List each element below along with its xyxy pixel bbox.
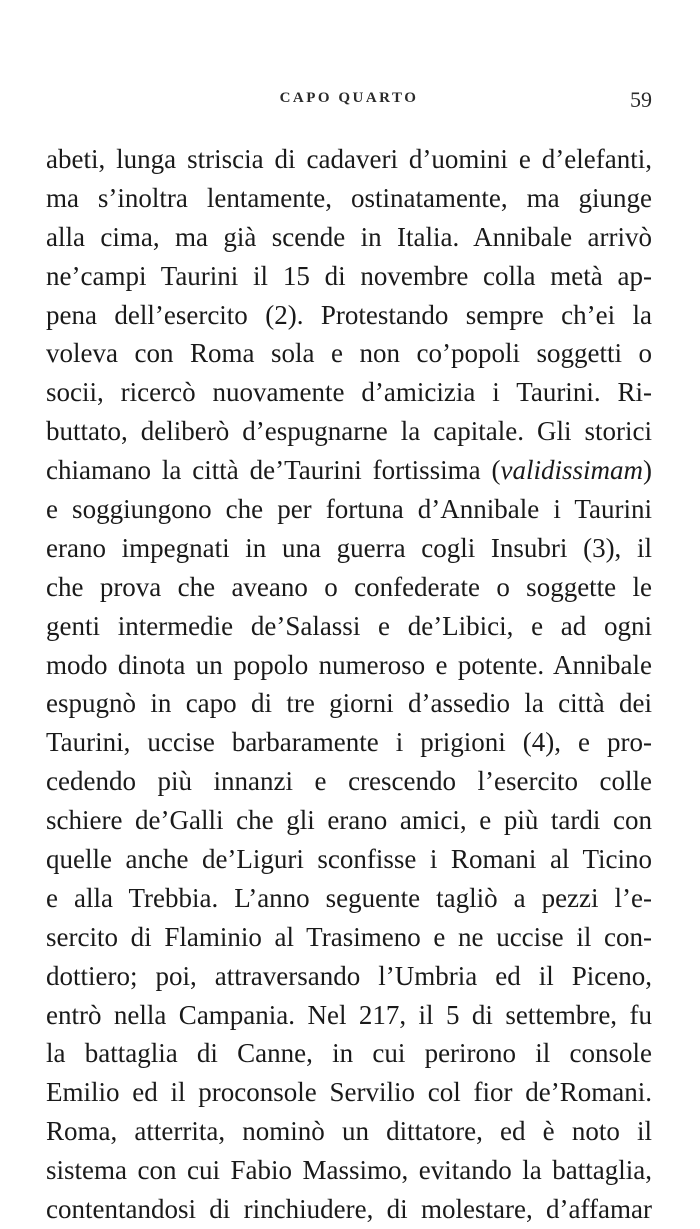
latin-term: validissimam: [500, 455, 643, 486]
text-line: Taurini, uccise barbaramente i prigioni (4), e pro-: [46, 727, 652, 758]
text-line: alla cima, ma già scende in Italia. Annibale arrivò: [46, 221, 652, 252]
text-line: e alla Trebbia. L’anno seguente tagliò a pezzi l’e-: [46, 882, 652, 913]
text-line: Emilio ed il proconsole Servilio col fior de’Romani.: [46, 1077, 652, 1108]
text-line: pena dell’esercito (2). Protestando sempre ch’ei la: [46, 299, 652, 330]
page-number: 59: [630, 87, 652, 112]
text-line: espugnò in capo di tre giorni d’assedio la città dei: [46, 688, 652, 719]
text-line: Roma, atterrita, nominò un dittatore, ed è noto il: [46, 1116, 652, 1147]
text-line: buttato, deliberò d’espugnarne la capitale. Gli storici: [46, 416, 652, 447]
text-line: la battaglia di Canne, in cui perirono il console: [46, 1038, 652, 1069]
text-line: abeti, lunga striscia di cadaveri d’uomini e d’elefanti,: [46, 144, 652, 174]
text-line: dottiero; poi, attraversando l’Umbria ed il Piceno,: [46, 960, 652, 991]
text-line: e soggiungono che per fortuna d’Annibale i Taurini: [46, 494, 652, 525]
text-line: ma s’inoltra lentamente, ostinatamente, ma giunge: [46, 182, 652, 213]
running-head: [46, 87, 652, 116]
text-line: ne’campi Taurini il 15 di novembre colla metà ap-: [46, 260, 652, 291]
text-line: cedendo più innanzi e crescendo l’esercito colle: [46, 766, 652, 797]
text-line: quelle anche de’Liguri sconfisse i Romani al Ticino: [46, 844, 652, 875]
text-line: entrò nella Campania. Nel 217, il 5 di settembre, fu: [46, 999, 652, 1030]
text-line: erano impegnati in una guerra cogli Insubri (3), il: [46, 532, 652, 563]
text-line: schiere de’Galli che gli erano amici, e più tardi con: [46, 805, 652, 836]
text-line: voleva con Roma sola e non co’popoli soggetti o: [46, 338, 652, 369]
text-line: chiamano la città de’Taurini fortissima (validissimam): [46, 455, 652, 486]
text-line: sercito di Flaminio al Trasimeno e ne uccise il con-: [46, 921, 652, 952]
text-line: genti intermedie de’Salassi e de’Libici, e ad ogni: [46, 610, 652, 641]
body-text: [46, 140, 652, 1229]
text-line: sistema con cui Fabio Massimo, evitando la battaglia,: [46, 1155, 652, 1186]
chapter-header: CAPO QUARTO: [279, 90, 419, 106]
text-line: contentandosi di rinchiudere, di molestare, d’affamar: [46, 1194, 652, 1225]
text-line: che prova che aveano o confederate o soggette le: [46, 571, 652, 602]
text-line: modo dinota un popolo numeroso e potente. Annibale: [46, 649, 652, 680]
text-line: socii, ricercò nuovamente d’amicizia i Taurini. Ri-: [46, 377, 652, 408]
